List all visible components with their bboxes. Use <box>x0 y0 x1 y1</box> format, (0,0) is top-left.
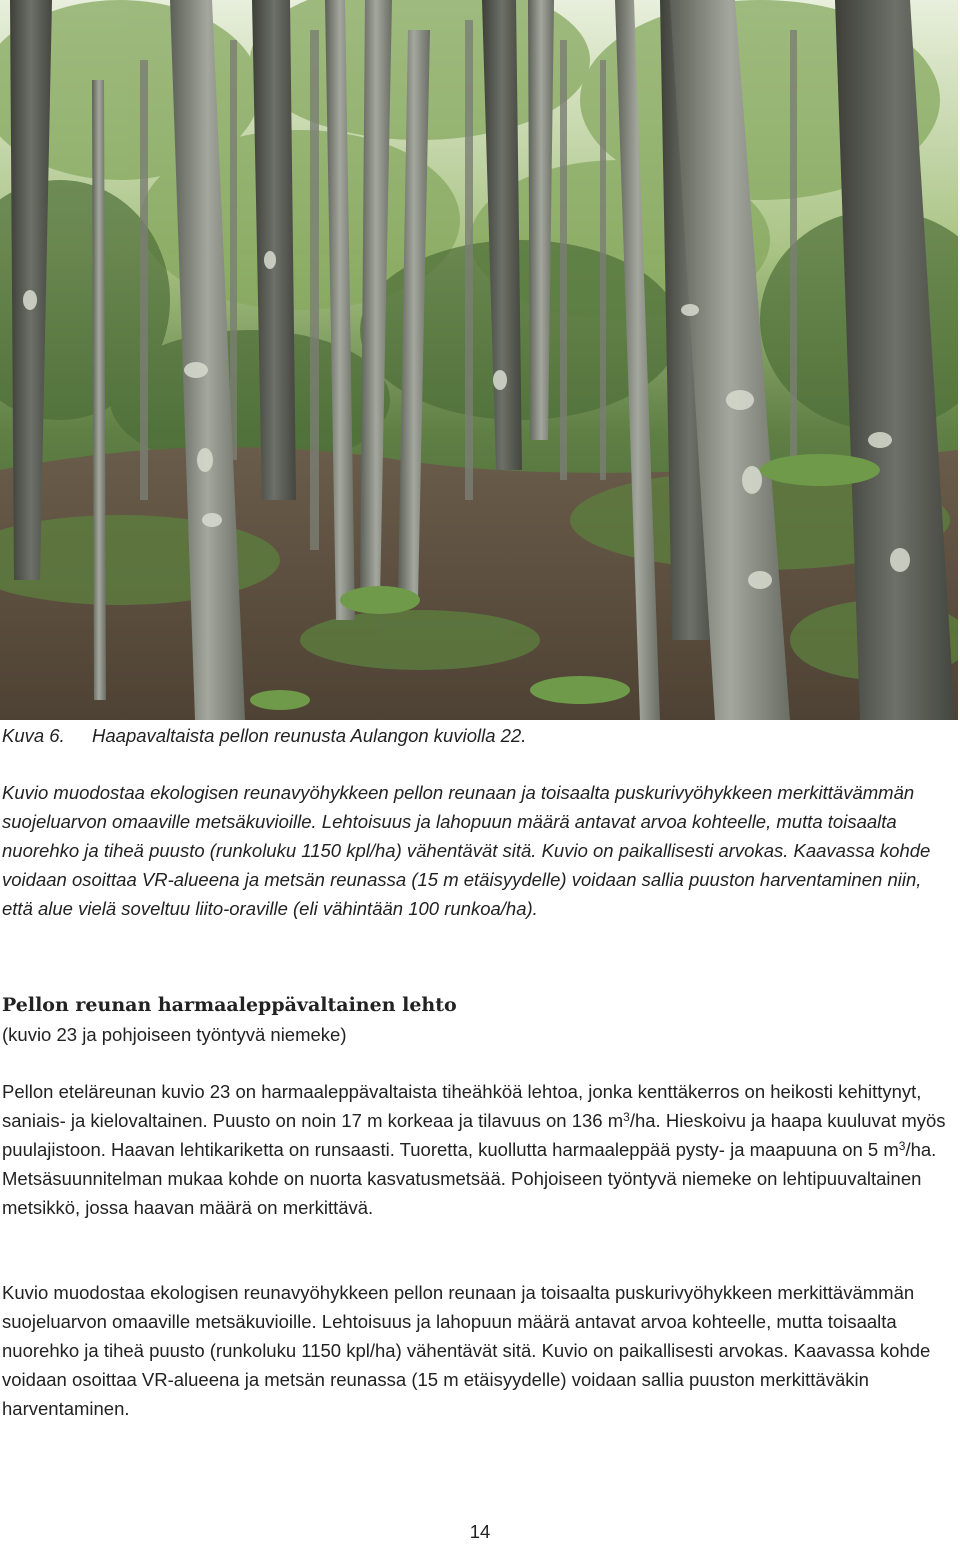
paragraph-2 <box>2 1077 957 1222</box>
paragraph-3: Kuvio muodostaa ekologisen reunavyöhykkeen pellon reunaan ja toisaalta puskurivyöhykkeen merkittävämmän suojeluarvon omaaville metsäkuvioille. Lehtoisuus ja lahopuun määrä antavat arvoa kohteelle, mutta toisaalta nuorehko ja tiheä puusto (runkoluku 1150 kpl/ha) vähentävät sitä. Kuvio on paikallisesti arvokas. Kaavassa kohde voidaan osoittaa VR-alueena ja metsän reunassa (15 m etäisyydelle) voidaan sallia puuston merkittäväkin harventaminen. <box>2 1282 931 1419</box>
superscript-cubic-2: 3 <box>898 1139 906 1153</box>
paragraph-2-part-3: /ha. Metsäsuunnitelman mukaa kohde on nuorta kasvatusmetsää. Pohjoiseen työntyvä niemeke on lehtipuuvaltainen metsikkö, jossa haavan määrä on merkittävä. <box>2 1139 937 1218</box>
figure-caption <box>2 722 952 750</box>
section-subheading: (kuvio 23 ja pohjoiseen työntyvä niemeke) <box>2 1024 347 1045</box>
section-heading: Pellon reunan harmaaleppävaltainen lehto <box>2 994 457 1016</box>
paragraph-2-part-1: Pellon eteläreunan kuvio 23 on harmaaleppävaltaista tiheähköä lehtoa, jonka kenttäkerros on heikosti kehittynyt, saniais- ja kielovaltainen. Puusto on noin 17 m korkeaa ja tilavuus on 136 m <box>2 1081 922 1131</box>
superscript-cubic: 3 <box>623 1110 630 1124</box>
page-number: 14 <box>469 1521 491 1542</box>
paragraph-1: Kuvio muodostaa ekologisen reunavyöhykkeen pellon reunaan ja toisaalta puskurivyöhykkeen merkittävämmän suojeluarvon omaaville metsäkuvioille. Lehtoisuus ja lahopuun määrä antavat arvoa kohteelle, mutta toisaalta nuorehko ja tiheä puusto (runkoluku 1150 kpl/ha) vähentävät sitä. Kuvio on paikallisesti arvokas. Kaavassa kohde voidaan osoittaa VR-alueena ja metsän reunassa (15 m etäisyydelle) voidaan sallia puuston harventaminen niin, että alue vielä soveltuu liito-oraville (eli vähintään 100 runkoa/ha). <box>2 782 931 919</box>
forest-photo-illustration <box>0 0 958 720</box>
caption-label: Kuva 6. <box>2 725 65 746</box>
paragraph-2-part-2: /ha. Hieskoivu ja haapa kuuluvat myös puulajistoon. Haavan lehtikariketta on runsaasti. Tuoretta, kuollutta harmaaleppää pysty- ja maapuuna on 5 m <box>2 1110 946 1160</box>
caption-text: Haapavaltaista pellon reunusta Aulangon kuviolla 22. <box>92 725 527 746</box>
forest-photo <box>0 0 958 720</box>
